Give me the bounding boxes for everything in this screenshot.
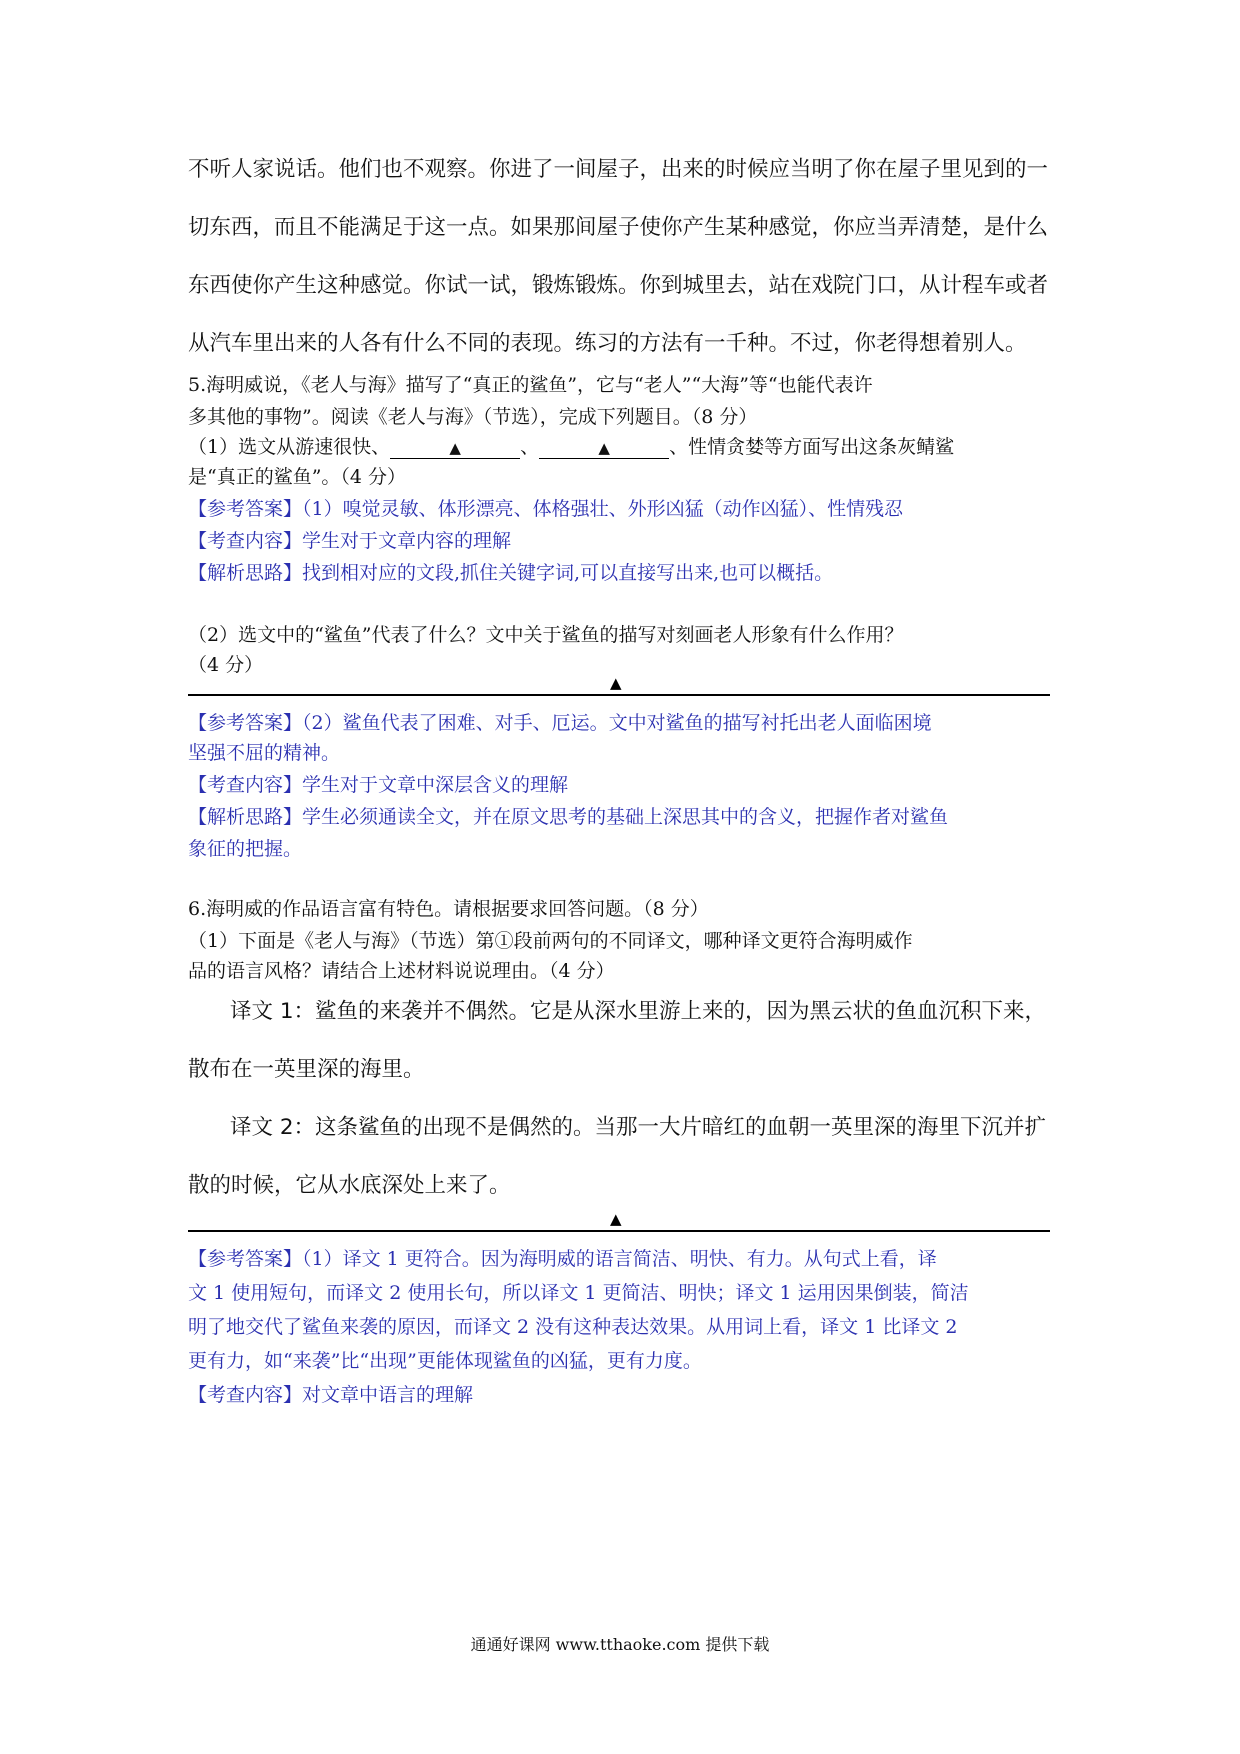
q6-content xyxy=(188,1380,1062,1407)
answer-label: 【参考答案】 xyxy=(188,1248,303,1270)
content-text: 学生对于文章中深层含义的理解 xyxy=(302,774,569,796)
q5-stem-line-1: 5.海明威说，《老人与海》描写了“真正的鲨鱼”，它与“老人”“大海”等“也能代表许 xyxy=(188,374,873,396)
q6-stem: 6.海明威的作品语言富有特色。请根据要求回答问题。（8 分） xyxy=(188,898,709,920)
q5-sub1-line-1 xyxy=(188,432,1062,459)
q6-sub1-line-2: 品的语言风格？请结合上述材料说说理由。（4 分） xyxy=(188,960,615,982)
answer-space-triangle-icon: ▲ xyxy=(610,1210,622,1228)
idea-label: 【解析思路】 xyxy=(188,806,303,828)
q5-sub1-text-b: 、性情贪婪等方面写出这条灰鲭鲨 xyxy=(669,436,955,458)
q6-answer-line-4: 更有力，如“来袭”比“出现”更能体现鲨鱼的凶猛，更有力度。 xyxy=(188,1350,702,1372)
q6-answer-line-2: 文 1 使用短句，而译文 2 使用长句，所以译文 1 更简洁、明快；译文 1 运用因果倒装，简洁 xyxy=(188,1282,969,1304)
answer-text: （1）译文 1 更符合。因为海明威的语言简洁、明快、有力。从句式上看，译 xyxy=(302,1248,937,1270)
idea-text: 学生必须通读全文，并在原文思考的基础上深思其中的含义，把握作者对鲨鱼 xyxy=(302,806,949,828)
q6-answer-line-1 xyxy=(188,1244,1062,1271)
q6-answer-line-3: 明了地交代了鲨鱼来袭的原因，而译文 2 没有这种表达效果。从用词上看，译文 1 比译文 2 xyxy=(188,1316,958,1338)
answer-text: （1）嗅觉灵敏、体形漂亮、体格强壮、外形凶猛（动作凶猛）、性情残忍 xyxy=(302,498,904,520)
translation-2-line-1: 译文 2：这条鲨鱼的出现不是偶然的。当那一大片暗红的血朝一英里深的海里下沉并扩 xyxy=(230,1115,1047,1140)
q5-idea-1 xyxy=(188,558,1062,585)
translation-1-line-2: 散布在一英里深的海里。 xyxy=(188,1057,425,1082)
answer-label: 【参考答案】 xyxy=(188,712,303,734)
answer-line-2[interactable] xyxy=(188,1230,1050,1232)
q5-sub2-line-2: （4 分） xyxy=(188,654,264,676)
q5-sub1-text-a: （1）选文从游速很快、 xyxy=(188,436,391,458)
answer-blank-2[interactable]: ▲ xyxy=(539,438,669,459)
q5-answer-1 xyxy=(188,494,1062,521)
q5-answer-2-line-1 xyxy=(188,708,1062,735)
answer-space-triangle-icon: ▲ xyxy=(610,674,622,692)
q5-answer-2-line-2: 坚强不屈的精神。 xyxy=(188,742,341,764)
q5-idea-2-line-2: 象征的把握。 xyxy=(188,838,303,860)
translation-2-line-2: 散的时候，它从水底深处上来了。 xyxy=(188,1173,511,1198)
answer-label: 【参考答案】 xyxy=(188,498,303,520)
passage-line-3: 东西使你产生这种感觉。你试一试，锻炼锻炼。你到城里去，站在戏院门口，从计程车或者 xyxy=(188,273,1049,298)
translation-1-line-1: 译文 1：鲨鱼的来袭并不偶然。它是从深水里游上来的，因为黑云状的鱼血沉积下来， xyxy=(230,999,1047,1024)
answer-text: （2）鲨鱼代表了困难、对手、厄运。文中对鲨鱼的描写衬托出老人面临困境 xyxy=(302,712,932,734)
content-text: 学生对于文章内容的理解 xyxy=(302,530,512,552)
answer-line-1[interactable] xyxy=(188,694,1050,696)
content-label: 【考查内容】 xyxy=(188,774,303,796)
passage-line-4: 从汽车里出来的人各有什么不同的表现。练习的方法有一千种。不过，你老得想着别人。 xyxy=(188,331,1027,356)
q5-idea-2-line-1 xyxy=(188,802,1062,829)
passage-line-1: 不听人家说话。他们也不观察。你进了一间屋子，出来的时候应当明了你在屋子里见到的一 xyxy=(188,157,1049,182)
q5-sub1-separator: 、 xyxy=(520,436,540,458)
content-label: 【考查内容】 xyxy=(188,1384,303,1406)
q5-content-2 xyxy=(188,770,1062,797)
content-label: 【考查内容】 xyxy=(188,530,303,552)
q5-stem-line-2: 多其他的事物”。阅读《老人与海》（节选），完成下列题目。（8 分） xyxy=(188,406,758,428)
idea-text: 找到相对应的文段,抓住关键字词,可以直接写出来,也可以概括。 xyxy=(302,562,834,584)
q6-sub1-line-1: （1）下面是《老人与海》（节选）第①段前两句的不同译文，哪种译文更符合海明威作 xyxy=(188,930,913,952)
answer-blank-1[interactable]: ▲ xyxy=(390,438,520,459)
content-text: 对文章中语言的理解 xyxy=(302,1384,474,1406)
page-footer: 通通好课网 www.tthaoke.com 提供下载 xyxy=(470,1635,770,1654)
q5-sub2-line-1: （2）选文中的“鲨鱼”代表了什么？文中关于鲨鱼的描写对刻画老人形象有什么作用？ xyxy=(188,624,904,646)
idea-label: 【解析思路】 xyxy=(188,562,303,584)
q5-content-1 xyxy=(188,526,1062,553)
q5-sub1-line-2: 是“真正的鲨鱼”。（4 分） xyxy=(188,466,407,488)
passage-line-2: 切东西，而且不能满足于这一点。如果那间屋子使你产生某种感觉，你应当弄清楚，是什么 xyxy=(188,215,1049,240)
